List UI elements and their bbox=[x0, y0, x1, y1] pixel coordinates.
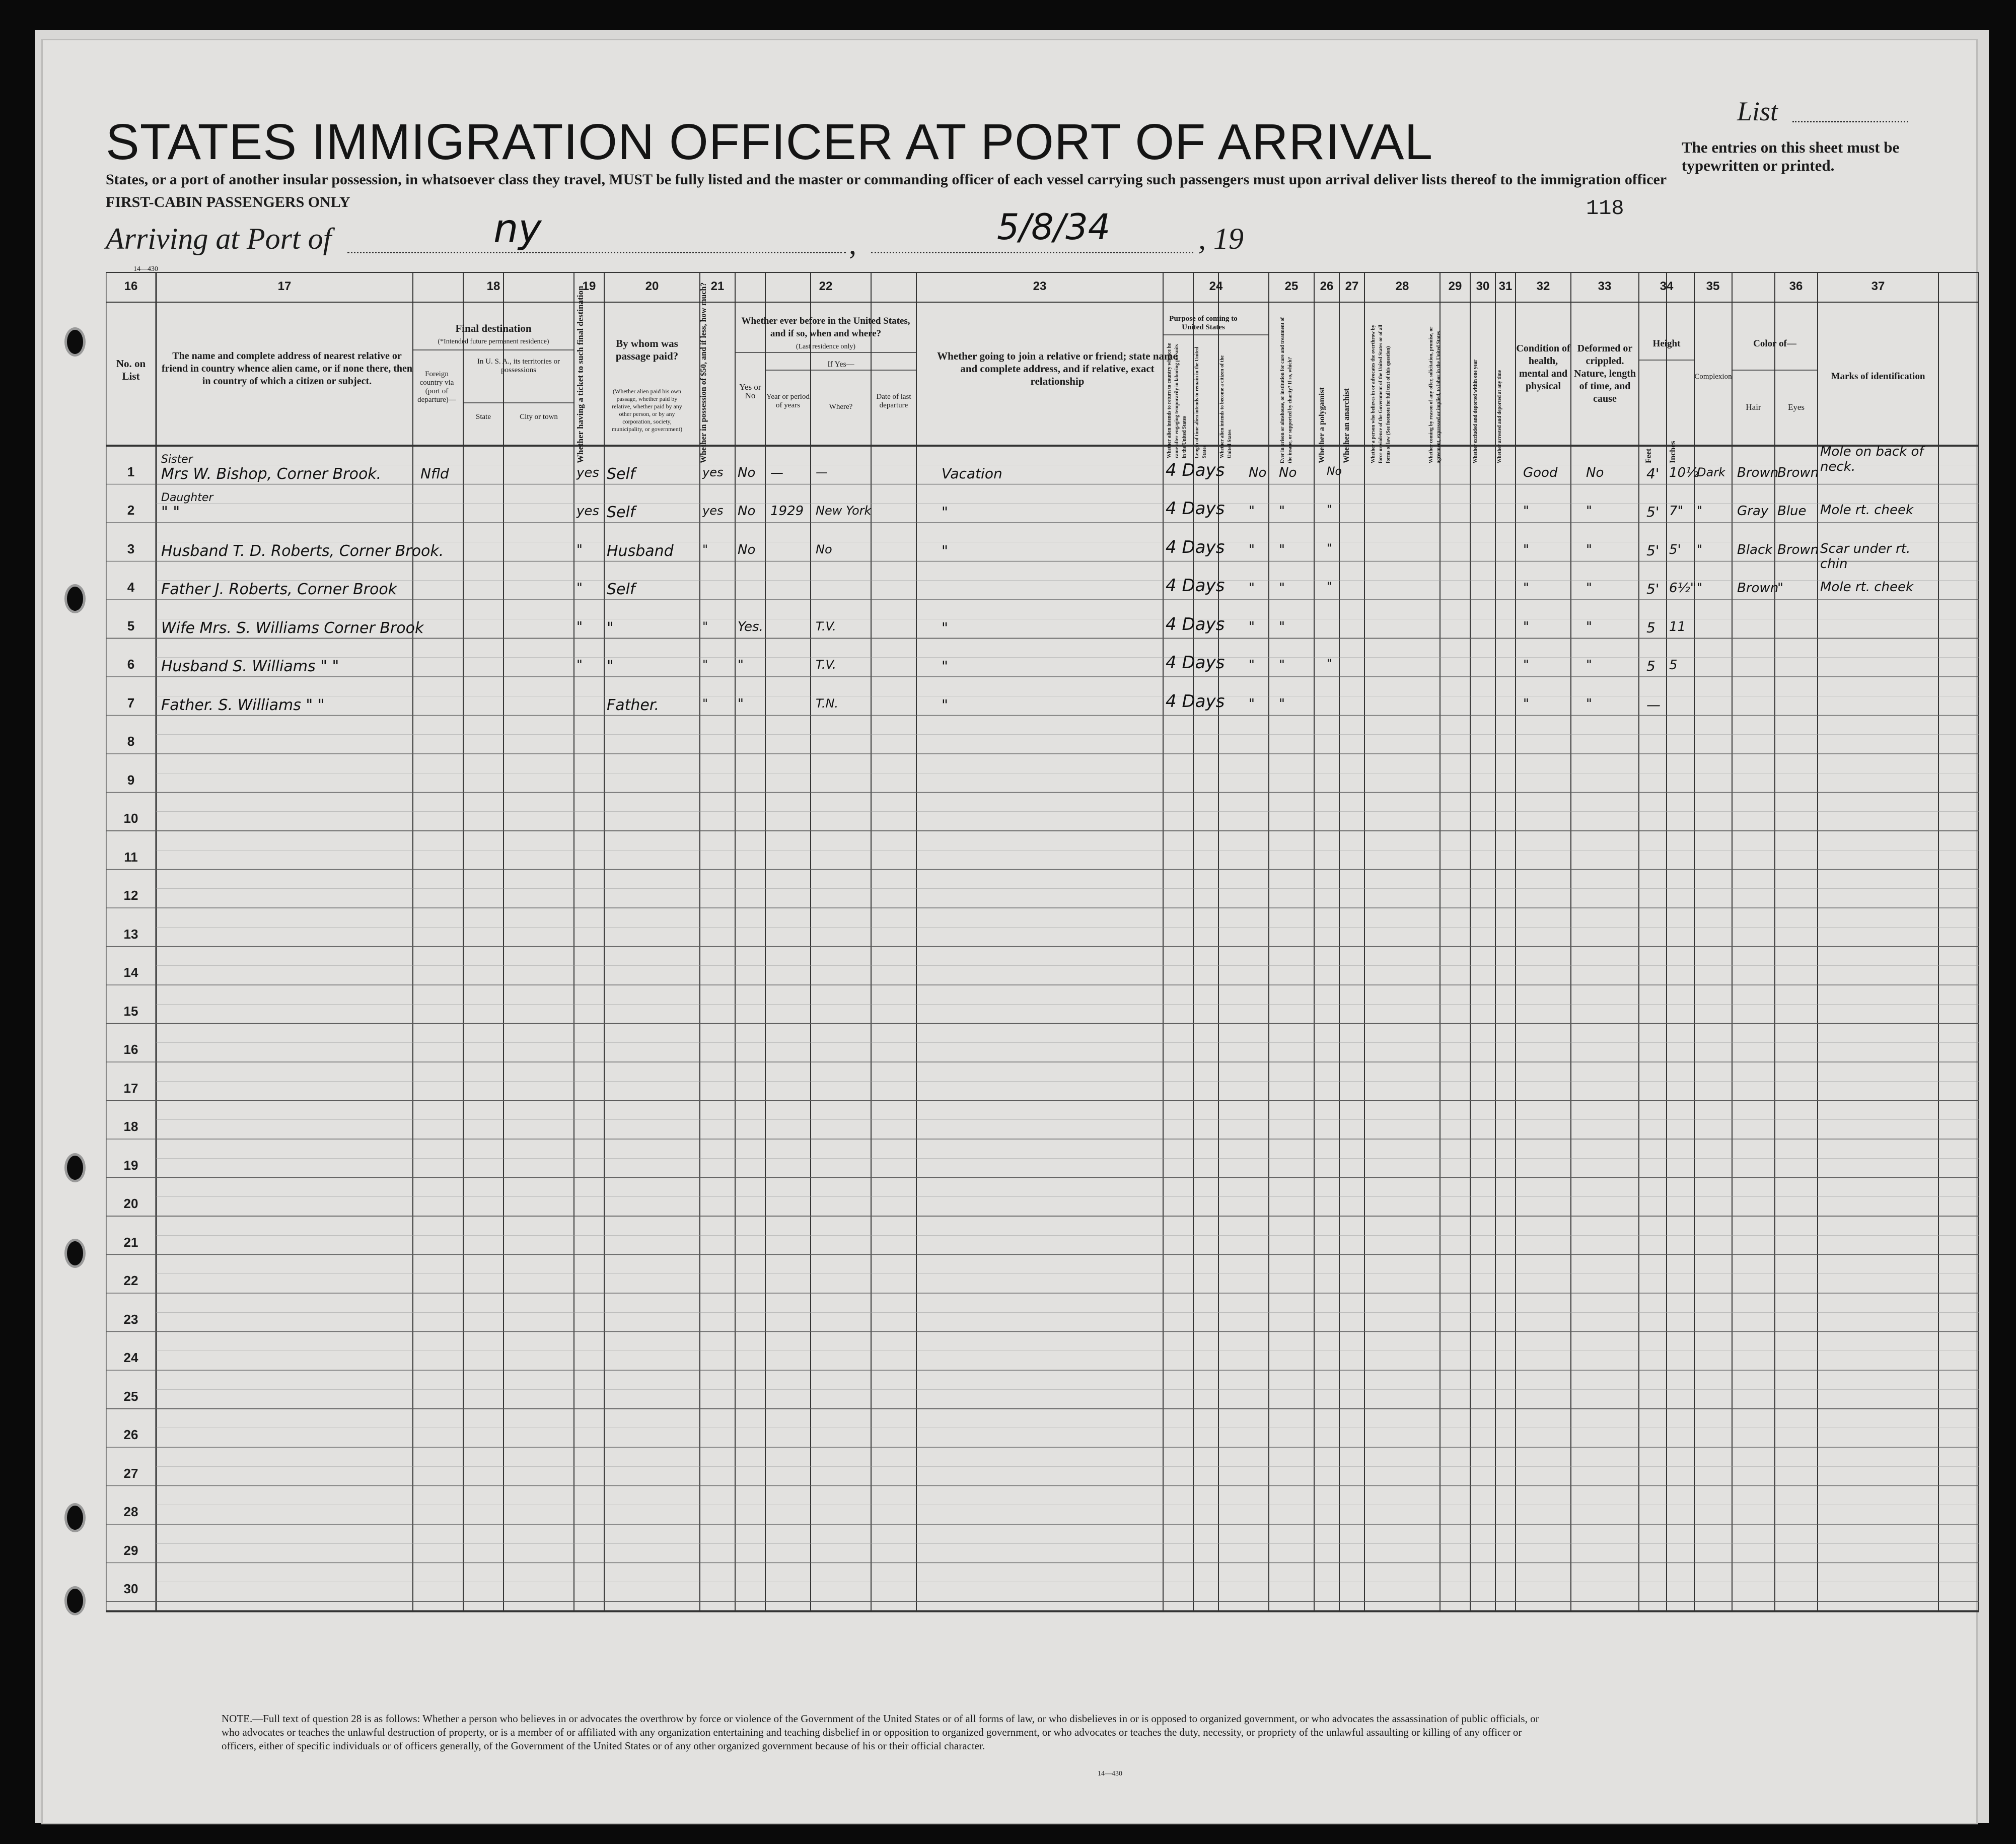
entry-feet: 5 bbox=[1646, 619, 1655, 636]
column-number: 17 bbox=[277, 279, 292, 293]
column-number: 25 bbox=[1284, 279, 1299, 293]
row-number: 13 bbox=[123, 926, 138, 942]
row-number: 8 bbox=[127, 734, 135, 749]
entry-citizen: " bbox=[1249, 542, 1255, 557]
row-number: 15 bbox=[123, 1003, 138, 1019]
entry-money: " bbox=[702, 696, 708, 711]
entry-feet: 5' bbox=[1646, 542, 1660, 559]
entry-relative: Husband S. Williams " " bbox=[161, 658, 339, 675]
entry-health: " bbox=[1523, 658, 1529, 673]
form-code: 14—430 bbox=[133, 265, 158, 273]
header-relative: The name and complete address of nearest relative or friend in country whence alien came, or if none there, then in country of which a citizen or subject. bbox=[161, 350, 413, 387]
row-number: 9 bbox=[127, 772, 135, 788]
row-number: 4 bbox=[127, 580, 135, 595]
footnote: NOTE.—Full text of question 28 is as follows: Whether a person who believes in or advocates the overthrow by force or violence of the Government of the United States or of all forms of law, or who disbelieves in or is opposed to organized government, or who advocates the assassination of public officials, or who advocates or teaches the unlawful destruction of property, or is a member of or affiliated with any organization entertaining and teaching disbelief in or opposition to organized government, or who advocates or teaches the duty, necessity, or propriety of the unlawful assaulting or killing of any officer or officers, either of specific individuals or of officers generally, of the Government of the United States or of any other organized government because of his or their official character. bbox=[222, 1713, 1539, 1752]
entry-health: " bbox=[1523, 542, 1529, 557]
entry-health: " bbox=[1523, 696, 1529, 712]
entry-inches: 6½" bbox=[1669, 581, 1696, 596]
entry-deformed: " bbox=[1586, 619, 1592, 634]
entry-join: " bbox=[942, 542, 948, 559]
entry-prison: " bbox=[1279, 696, 1285, 712]
row-number: 6 bbox=[127, 657, 135, 672]
entry-relative: Father J. Roberts, Corner Brook bbox=[161, 581, 397, 598]
header-eyes: Eyes bbox=[1787, 402, 1805, 412]
binder-hole bbox=[64, 327, 86, 357]
header-marks: Marks of identification bbox=[1831, 371, 1925, 382]
entry-citizen: " bbox=[1249, 504, 1255, 519]
entry-prison: " bbox=[1279, 504, 1285, 519]
entry-money: " bbox=[702, 619, 708, 633]
entry-marks: Mole rt. cheek bbox=[1820, 503, 1914, 518]
header-ticket: Whether having a ticket to such final destination bbox=[575, 286, 585, 463]
entry-inches: 7" bbox=[1669, 504, 1684, 519]
entry-before: " bbox=[738, 658, 744, 673]
header-overthrow: Whether a person who believes in or advocates the overthrow by force or violence of the Government of the United States or of all forms of law (See footnote for full text of this question) bbox=[1371, 325, 1391, 463]
list-number-line bbox=[1792, 121, 1908, 122]
entry-inches: 5 bbox=[1669, 658, 1678, 673]
port-handwritten: ny bbox=[493, 206, 542, 252]
entry-eyes: Brown bbox=[1777, 465, 1819, 480]
entry-hair: Brown bbox=[1737, 465, 1779, 480]
binder-hole bbox=[64, 1503, 86, 1532]
header-color: Color of— bbox=[1753, 338, 1796, 349]
header-deformed: Deformed or crippled. Nature, length of time, and cause bbox=[1574, 343, 1636, 404]
column-number: 19 bbox=[582, 279, 596, 293]
entry-polygamist: " bbox=[1327, 581, 1332, 593]
entry-complexion: Dark bbox=[1697, 465, 1725, 479]
entry-purpose: 4 Days bbox=[1166, 576, 1225, 596]
header-fifty-dollars: Whether in possession of $50, and if less, how much? bbox=[699, 282, 708, 463]
date-handwritten: 5/8/34 bbox=[997, 206, 1111, 248]
entry-health: Good bbox=[1523, 465, 1558, 480]
entry-ticket: " bbox=[577, 581, 583, 596]
column-number: 16 bbox=[124, 279, 138, 293]
entry-deformed: No bbox=[1586, 465, 1604, 480]
row-number: 21 bbox=[123, 1234, 138, 1250]
header-citizen-intent: Whether alien intends to become a citizen of the United States bbox=[1219, 355, 1233, 458]
row-number: 26 bbox=[123, 1427, 138, 1442]
entry-money: yes bbox=[702, 504, 724, 518]
entry-feet: 5' bbox=[1646, 581, 1660, 597]
entry-relative: Father. S. Williams " " bbox=[161, 696, 325, 714]
row-number: 16 bbox=[123, 1042, 138, 1057]
column-number: 33 bbox=[1598, 279, 1612, 293]
entry-polygamist: " bbox=[1327, 658, 1332, 670]
column-number: 37 bbox=[1871, 279, 1885, 293]
header-hair: Hair bbox=[1746, 402, 1761, 412]
entry-hair: Black bbox=[1737, 542, 1773, 557]
entry-year: — bbox=[770, 465, 783, 480]
entry-paid-by: Husband bbox=[607, 542, 674, 560]
entry-citizen: " bbox=[1249, 658, 1255, 673]
entry-eyes: " bbox=[1777, 581, 1783, 596]
entry-relative: Wife Mrs. S. Williams Corner Brook bbox=[161, 619, 424, 637]
row-number: 12 bbox=[123, 888, 138, 903]
entry-year: 1929 bbox=[770, 504, 804, 519]
entry-join: " bbox=[942, 504, 948, 520]
column-number: 29 bbox=[1448, 279, 1462, 293]
entry-money: " bbox=[702, 542, 708, 556]
entry-deformed: " bbox=[1586, 504, 1592, 519]
entry-deformed: " bbox=[1586, 581, 1592, 596]
entry-citizen: " bbox=[1249, 619, 1255, 634]
header-join-relative: Whether going to join a relative or friend; state name and complete address, and if relative, exact relationship bbox=[937, 350, 1178, 387]
header-inches: Inches bbox=[1669, 441, 1677, 463]
list-label: List bbox=[1737, 96, 1778, 126]
column-number: 18 bbox=[486, 279, 500, 293]
entry-polygamist: " bbox=[1327, 542, 1332, 555]
entry-relation: Daughter bbox=[161, 491, 213, 504]
entry-where: T.V. bbox=[816, 619, 836, 633]
entry-relative: " " bbox=[161, 504, 180, 521]
header-state: State bbox=[476, 413, 491, 421]
entry-inches: 10½ bbox=[1669, 465, 1699, 480]
header-feet: Feet bbox=[1644, 448, 1653, 463]
row-number: 19 bbox=[123, 1157, 138, 1173]
entry-marks: Mole on back of neck. bbox=[1820, 444, 1924, 474]
header-prison: Ever in prison or almshouse, or institution for care and treatment of the insane, or supported by charity? If so, which? bbox=[1280, 317, 1293, 463]
form-code-bottom: 14—430 bbox=[1098, 1770, 1122, 1778]
sheet-serial: 118 bbox=[1586, 196, 1624, 221]
row-number: 5 bbox=[127, 618, 135, 633]
entry-foreign: Nfld bbox=[420, 465, 449, 482]
entry-purpose: 4 Days bbox=[1166, 460, 1225, 480]
row-number: 18 bbox=[123, 1119, 138, 1134]
row-number: 27 bbox=[123, 1465, 138, 1481]
entry-money: yes bbox=[702, 465, 724, 479]
entry-before: No bbox=[738, 504, 756, 519]
header-where: Where? bbox=[829, 403, 853, 411]
entry-ticket: " bbox=[577, 619, 583, 634]
entry-before: No bbox=[738, 542, 756, 557]
entry-purpose: 4 Days bbox=[1166, 691, 1225, 712]
column-number: 34 bbox=[1660, 279, 1674, 293]
entry-marks: Mole rt. cheek bbox=[1820, 580, 1914, 595]
typewritten-notice: The entries on this sheet must be typewritten or printed. bbox=[1682, 138, 1900, 174]
entry-ticket: yes bbox=[577, 504, 599, 519]
entry-join: " bbox=[942, 658, 948, 674]
header-foreign-country: Foreign country via (port of departure)— bbox=[417, 370, 456, 404]
page-title: STATES IMMIGRATION OFFICER AT PORT OF ARRIVAL bbox=[106, 114, 1433, 170]
entry-ticket: " bbox=[577, 542, 583, 557]
header-in-usa: In U. S. A., its territories or possessions bbox=[477, 358, 560, 374]
binder-hole bbox=[64, 584, 86, 613]
header-city: City or town bbox=[520, 413, 558, 421]
column-number: 26 bbox=[1320, 279, 1334, 293]
arriving-label: Arriving at Port of bbox=[106, 222, 332, 255]
entry-feet: 4' bbox=[1646, 465, 1660, 482]
header-final-destination-sub: (*Intended future permanent residence) bbox=[438, 338, 549, 345]
entry-citizen: " bbox=[1249, 581, 1255, 596]
row-number: 10 bbox=[123, 811, 138, 826]
header-height: Height bbox=[1652, 338, 1681, 349]
header-complexion: Complexion bbox=[1694, 373, 1732, 381]
passenger-class: FIRST-CABIN PASSENGERS ONLY bbox=[106, 194, 350, 210]
entry-deformed: " bbox=[1586, 658, 1592, 673]
entry-where: T.N. bbox=[816, 696, 839, 711]
entry-complexion: " bbox=[1697, 504, 1703, 518]
entry-feet: — bbox=[1646, 696, 1661, 713]
row-number: 28 bbox=[123, 1504, 138, 1519]
date-line bbox=[871, 252, 1193, 253]
entry-before: No bbox=[738, 465, 756, 480]
entry-paid-by: Self bbox=[607, 581, 635, 598]
entry-deformed: " bbox=[1586, 696, 1592, 712]
row-number: 17 bbox=[123, 1080, 138, 1096]
column-number: 24 bbox=[1209, 279, 1223, 293]
header-if-yes: If Yes— bbox=[827, 360, 854, 369]
entry-deformed: " bbox=[1586, 542, 1592, 557]
row-number: 11 bbox=[124, 849, 138, 865]
entry-marks: Scar under rt. chin bbox=[1820, 541, 1911, 572]
entry-hair: Gray bbox=[1737, 504, 1769, 519]
entry-join: " bbox=[942, 619, 948, 636]
entry-relative: Husband T. D. Roberts, Corner Brook. bbox=[161, 542, 444, 560]
row-number: 24 bbox=[123, 1350, 138, 1365]
entry-purpose: 4 Days bbox=[1166, 614, 1225, 634]
entry-prison: " bbox=[1279, 542, 1285, 557]
entry-paid-by: Self bbox=[607, 465, 635, 483]
row-number: 29 bbox=[123, 1542, 138, 1558]
column-number: 35 bbox=[1706, 279, 1720, 293]
row-number: 14 bbox=[123, 965, 138, 980]
header-return-intent: Whether alien intends to return to country whence he came after engaging temporarily in laboring pursuits in the United States bbox=[1167, 343, 1187, 458]
entry-paid-by: " bbox=[607, 658, 614, 675]
entry-eyes: Blue bbox=[1777, 504, 1807, 519]
row-number: 2 bbox=[127, 503, 135, 518]
entry-purpose: 4 Days bbox=[1166, 653, 1225, 673]
entry-relation: Sister bbox=[161, 453, 193, 466]
entry-ticket: " bbox=[577, 658, 583, 673]
column-number: 28 bbox=[1395, 279, 1409, 293]
entry-purpose: 4 Days bbox=[1166, 537, 1225, 557]
entry-ticket: yes bbox=[577, 465, 599, 480]
entry-prison: " bbox=[1279, 581, 1285, 596]
entry-where: — bbox=[816, 465, 828, 479]
row-number: 30 bbox=[123, 1581, 138, 1596]
port-line bbox=[347, 252, 846, 253]
row-number: 20 bbox=[123, 1196, 138, 1211]
column-number: 27 bbox=[1345, 279, 1359, 293]
entry-hair: Brown bbox=[1737, 581, 1779, 596]
header-labor-offer: Whether coming by reason of any offer, solicitation, promise, or agreement, expressed or implied, to labor in the United States bbox=[1428, 326, 1442, 463]
row-number: 1 bbox=[127, 464, 135, 479]
entry-where: T.V. bbox=[816, 658, 836, 672]
entry-inches: 5' bbox=[1669, 542, 1681, 557]
entry-eyes: Brown bbox=[1777, 542, 1819, 557]
entry-complexion: " bbox=[1697, 581, 1703, 595]
entry-citizen: " bbox=[1249, 696, 1255, 712]
entry-polygamist: No bbox=[1327, 465, 1342, 478]
entry-join: Vacation bbox=[942, 465, 1002, 482]
entry-prison: No bbox=[1279, 465, 1297, 480]
header-last-residence: (Last residence only) bbox=[796, 343, 856, 350]
binder-hole bbox=[64, 1586, 86, 1615]
entry-paid-by: Self bbox=[607, 504, 635, 521]
header-polygamist: Whether a polygamist bbox=[1318, 387, 1326, 463]
column-number: 31 bbox=[1498, 279, 1513, 293]
column-number: 22 bbox=[819, 279, 833, 293]
entry-join: " bbox=[942, 696, 948, 713]
binder-hole bbox=[64, 1153, 86, 1182]
entry-health: " bbox=[1523, 504, 1529, 519]
entry-prison: " bbox=[1279, 658, 1285, 673]
column-number: 32 bbox=[1536, 279, 1550, 293]
header-length-of-stay: Length of time alien intends to remain in the United States bbox=[1194, 346, 1207, 458]
entry-purpose: 4 Days bbox=[1166, 499, 1225, 519]
header-yes-no: Yes or No bbox=[739, 382, 761, 400]
comma: , bbox=[849, 227, 856, 260]
header-final-destination: Final destination bbox=[455, 322, 532, 334]
header-purpose: Purpose of coming to United States bbox=[1169, 315, 1238, 331]
entry-where: No bbox=[816, 542, 832, 556]
entry-before: " bbox=[738, 696, 744, 712]
entry-prison: " bbox=[1279, 619, 1285, 634]
entry-polygamist: " bbox=[1327, 504, 1332, 516]
entry-citizen: No bbox=[1249, 465, 1267, 480]
row-number: 7 bbox=[127, 695, 135, 711]
entry-paid-by: Father. bbox=[607, 696, 659, 714]
header-excluded: Whether excluded and deported within one year bbox=[1473, 360, 1478, 463]
header-no-on-list: No. on List bbox=[116, 358, 146, 382]
instruction-text: States, or a port of another insular possession, in whatsoever class they travel, MUST be fully listed and the master or commanding officer of each vessel carrying such passengers must upon arrival deliver lists thereof to the immigration officer bbox=[106, 171, 1667, 188]
row-number: 3 bbox=[127, 541, 135, 556]
entry-inches: 11 bbox=[1669, 619, 1686, 634]
header-passage-paid-sub: (Whether alien paid his own passage, whether paid by relative, whether paid by any other person, or by any corporation, society, municipality, or government) bbox=[611, 388, 683, 433]
entry-money: " bbox=[702, 658, 708, 672]
header-anarchist: Whether an anarchist bbox=[1342, 388, 1351, 463]
column-number: 36 bbox=[1789, 279, 1803, 293]
column-number: 23 bbox=[1033, 279, 1047, 293]
header-last-departure: Date of last departure bbox=[876, 393, 911, 409]
entry-complexion: " bbox=[1697, 542, 1703, 556]
table-rules bbox=[106, 272, 1979, 1662]
header-ever-before: Whether ever before in the United States, and if so, when and where? bbox=[741, 316, 910, 339]
header-year: Year or period of years bbox=[766, 393, 810, 409]
header-health: Condition of health, mental and physical bbox=[1516, 343, 1570, 392]
row-number: 22 bbox=[123, 1273, 138, 1288]
entry-feet: 5' bbox=[1646, 504, 1660, 520]
row-number: 23 bbox=[123, 1311, 138, 1327]
entry-before: Yes. bbox=[738, 619, 763, 634]
header-passage-paid: By whom was passage paid? bbox=[615, 337, 679, 362]
column-number: 21 bbox=[710, 279, 725, 293]
entry-feet: 5 bbox=[1646, 658, 1655, 674]
entry-relative: Mrs W. Bishop, Corner Brook. bbox=[161, 465, 382, 483]
entry-health: " bbox=[1523, 619, 1529, 634]
binder-hole bbox=[64, 1239, 86, 1268]
row-number: 25 bbox=[123, 1388, 138, 1404]
column-number: 20 bbox=[645, 279, 659, 293]
entry-where: New York bbox=[816, 504, 872, 518]
column-number: 30 bbox=[1476, 279, 1490, 293]
header-arrested: Whether arrested and deported at any time bbox=[1497, 370, 1502, 463]
entry-health: " bbox=[1523, 581, 1529, 596]
year-prefix: , 19 bbox=[1198, 222, 1244, 255]
entry-paid-by: " bbox=[607, 619, 614, 637]
